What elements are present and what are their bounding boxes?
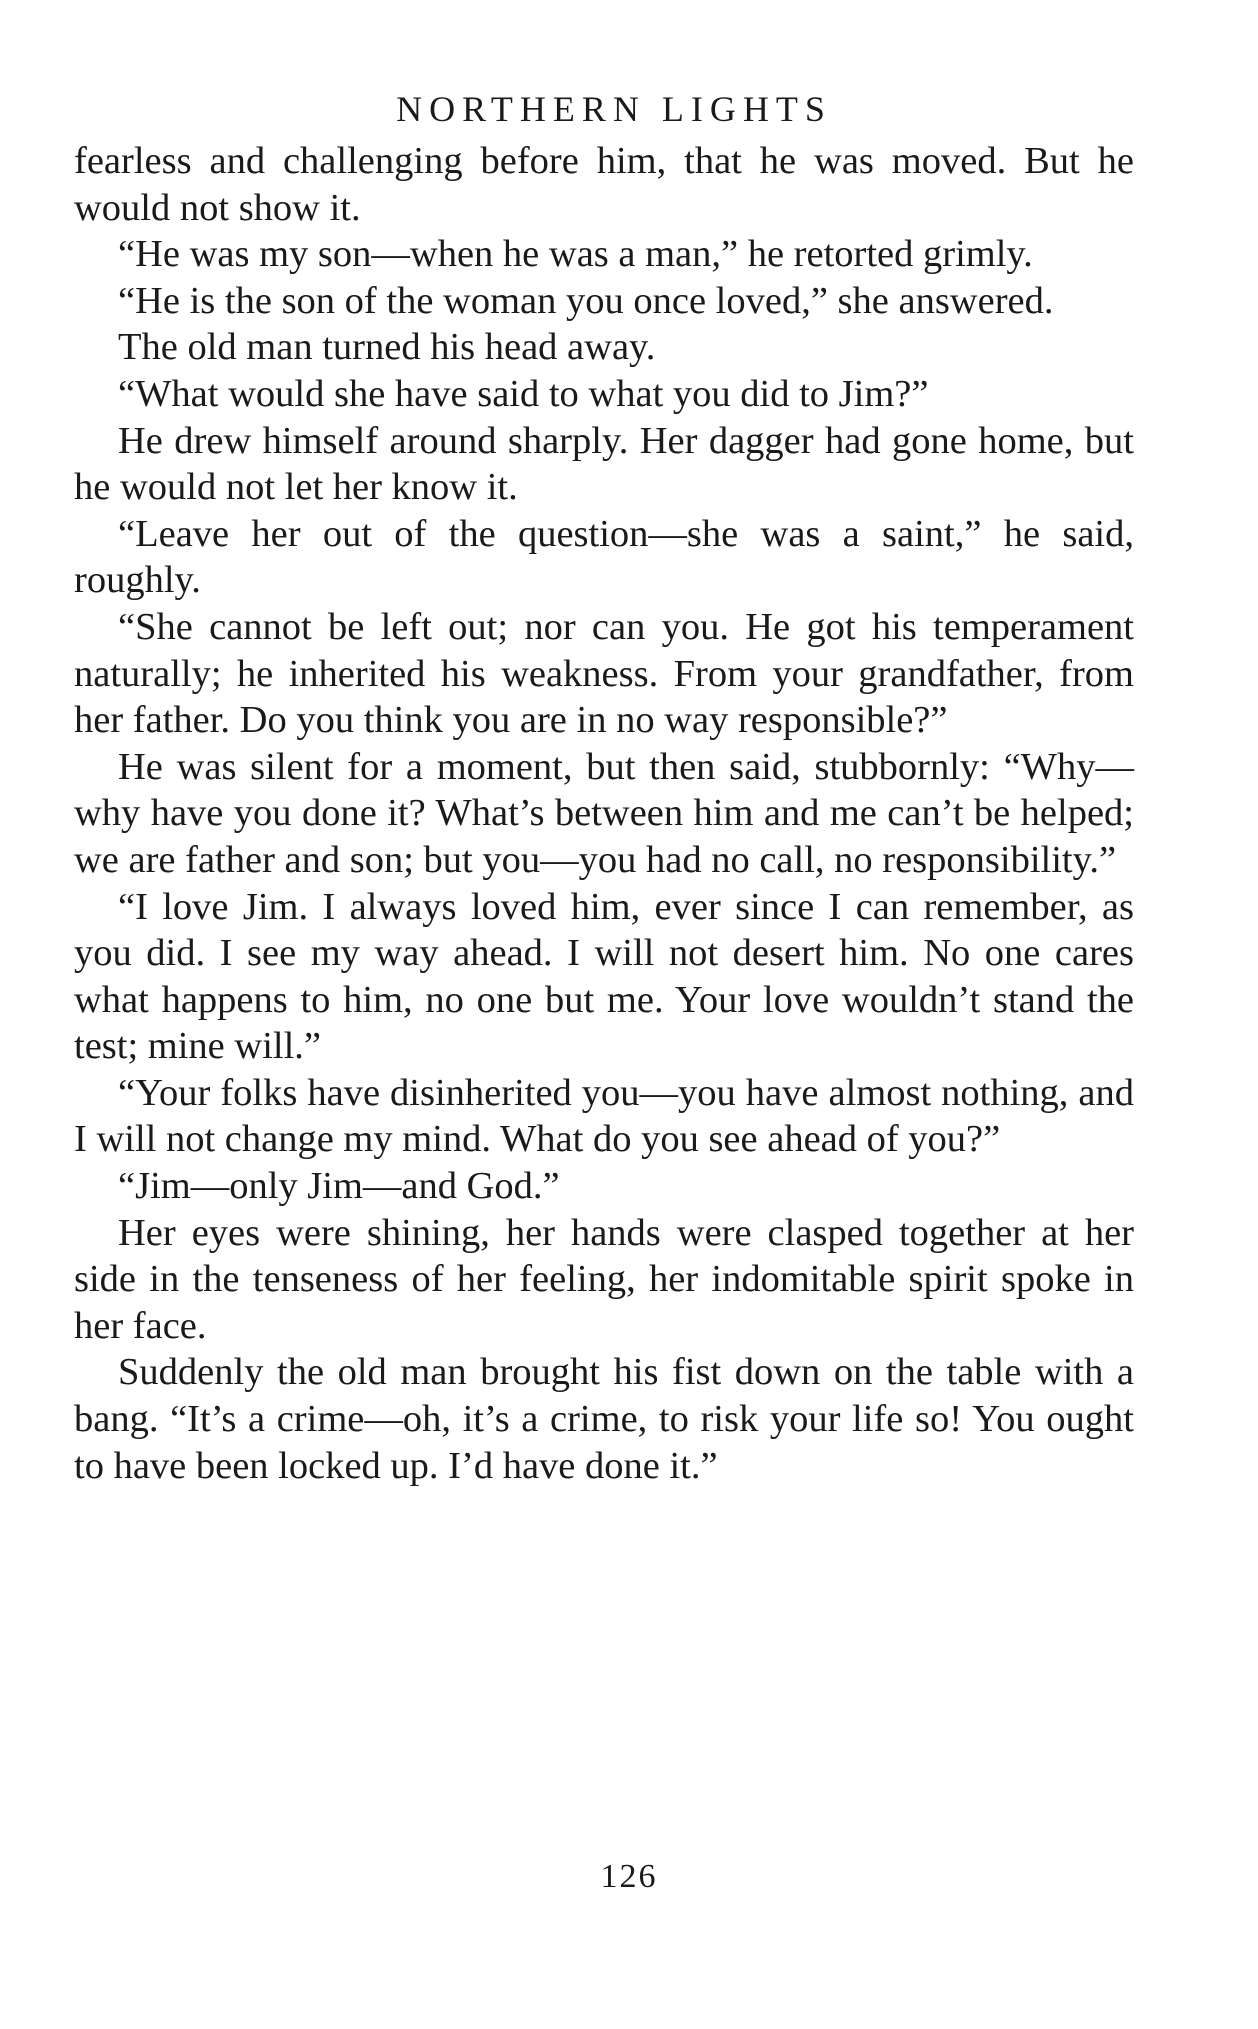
- paragraph: “Jim—only Jim—and God.”: [118, 1165, 560, 1208]
- paragraph: “What would she have said to what you did to Jim?”: [118, 372, 929, 415]
- paragraph: “Leave her out of the question—she was a saint,” he said, roughly.: [74, 512, 1134, 602]
- paragraph: “Your folks have disinherited you—you have almost nothing, and I will not change my mind. What do you see ahead of you?”: [74, 1071, 1134, 1161]
- running-head: NORTHERN LIGHTS: [396, 89, 832, 129]
- paragraph: The old man turned his head away.: [118, 326, 656, 369]
- paragraph: “He is the son of the woman you once loved,” she answered.: [118, 279, 1054, 322]
- paragraph: “She cannot be left out; nor can you. He got his temperament naturally; he inherited his weakness. From your grandfather, from her father. Do you think you are in no way responsible?”: [74, 605, 1134, 742]
- paragraph: Suddenly the old man brought his fist down on the table with a bang. “It’s a crime—oh, it’s a crime, to risk your life so! You ought to have been locked up. I’d have done it.”: [74, 1351, 1134, 1487]
- paragraph: Her eyes were shining, her hands were clasped together at her side in the tenseness of her feeling, her indomitable spirit spoke in her face.: [74, 1211, 1134, 1347]
- body-text: [74, 138, 1134, 1489]
- paragraph: He was silent for a moment, but then said, stubbornly: “Why—why have you done it? What’s between him and me can’t be helped; we are father and son; but you—you had no call, no responsibility.”: [74, 745, 1134, 881]
- paragraph: “I love Jim. I always loved him, ever since I can remember, as you did. I see my way ahead. I will not desert him. No one cares what happens to him, no one but me. Your love wouldn’t stand the test; mine will.”: [74, 885, 1134, 1068]
- page-number: 126: [600, 1858, 658, 1895]
- paragraph: fearless and challenging before him, that he was moved. But he would not show it.: [74, 140, 1134, 229]
- paragraph: He drew himself around sharply. Her dagger had gone home, but he would not let her know it.: [74, 419, 1134, 509]
- paragraph: “He was my son—when he was a man,” he retorted grimly.: [118, 233, 1033, 276]
- book-page: [74, 88, 1134, 1489]
